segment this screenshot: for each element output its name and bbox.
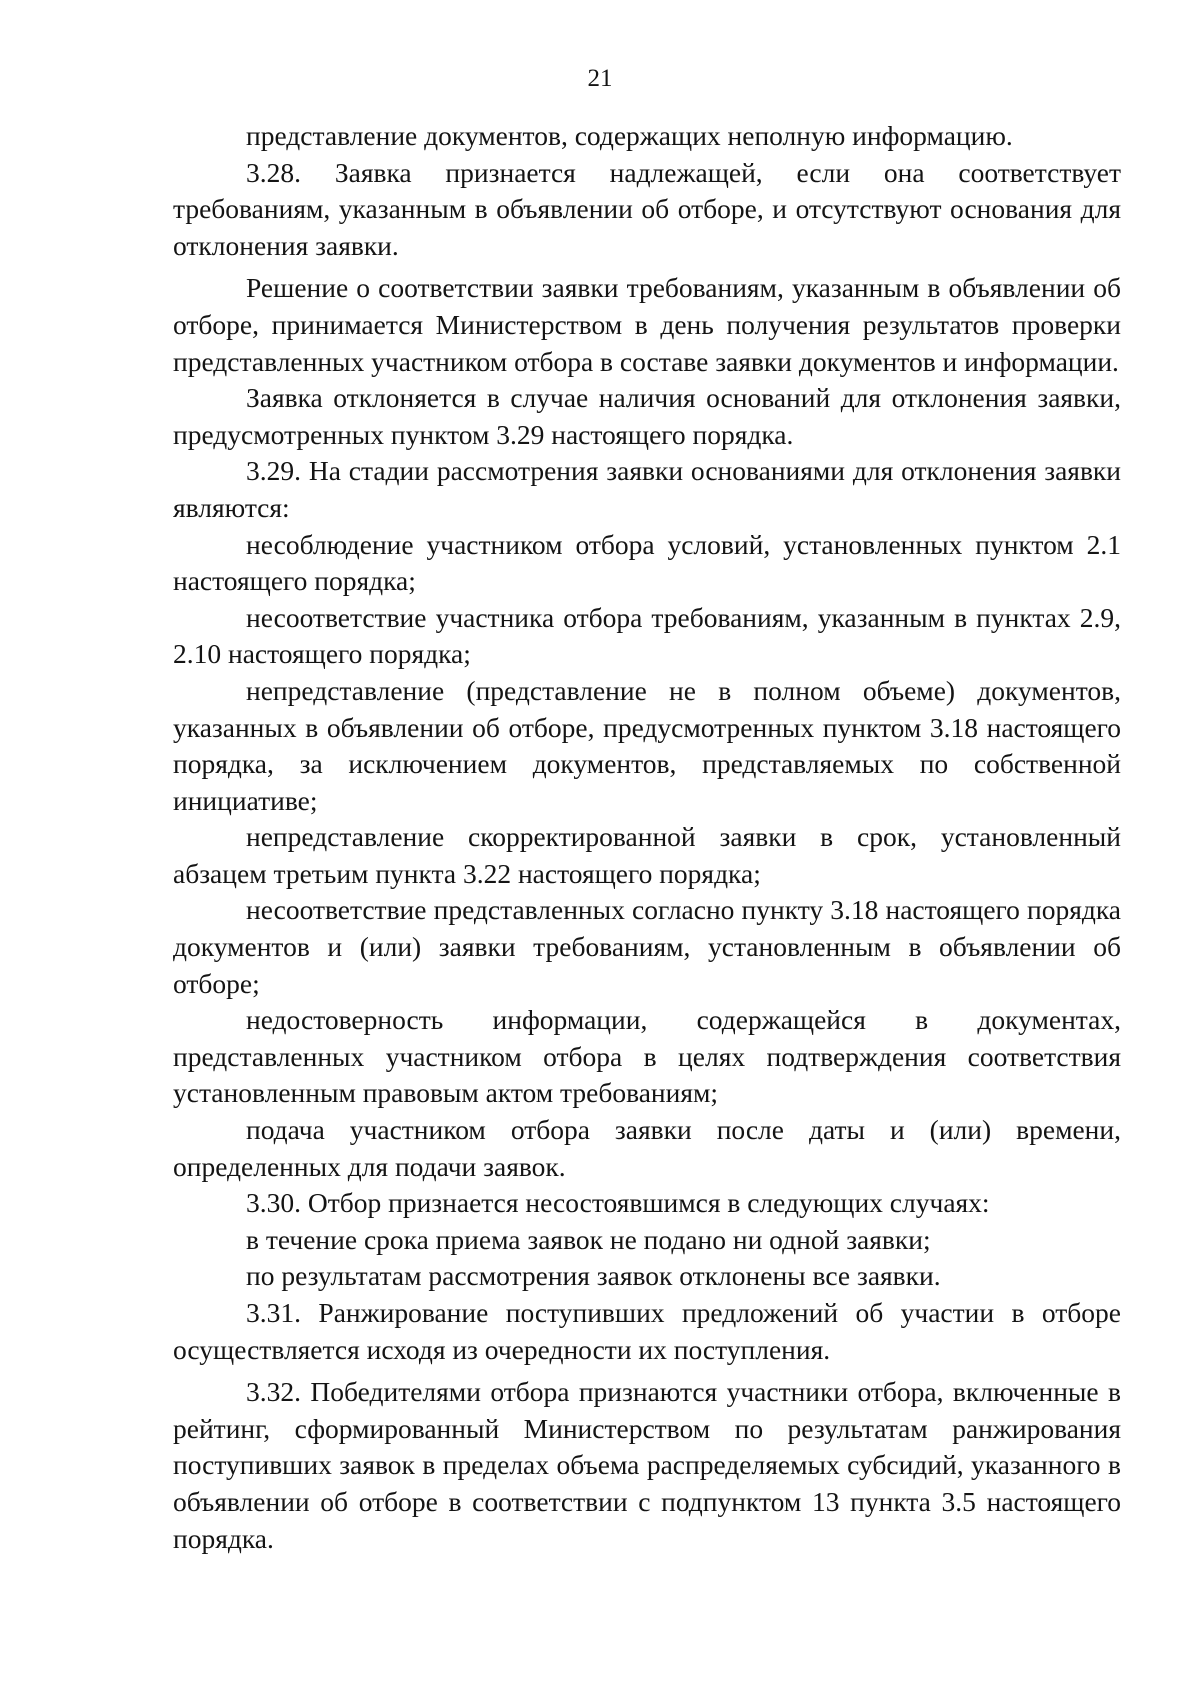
list-item-reason: несоответствие участника отбора требованиям, указанным в пунктах 2.9, 2.10 настоящего порядка; <box>173 601 1121 670</box>
list-item-reason: непредставление (представление не в полном объеме) документов, указанных в объявлении об отборе, предусмотренных пунктом 3.18 настоящего порядка, за исключением документов, представляемых по собственной инициативе; <box>173 674 1121 816</box>
paragraph-rejection: Заявка отклоняется в случае наличия оснований для отклонения заявки, предусмотренных пунктом 3.29 настоящего порядка. <box>173 382 1121 450</box>
paragraph-3-29: 3.29. На стадии рассмотрения заявки основаниями для отклонения заявки являются: <box>173 455 1121 523</box>
list-item-case: по результатам рассмотрения заявок отклонены все заявки. <box>246 1260 941 1292</box>
list-item-case: в течение срока приема заявок не подано ни одной заявки; <box>246 1223 931 1255</box>
paragraph-3-28: 3.28. Заявка признается надлежащей, если она соответствует требованиям, указанным в объявлении об отборе, и отсутствуют основания для отклонения заявки. <box>173 156 1121 261</box>
list-item-reason: непредставление скорректированной заявки в срок, установленный абзацем третьим пункта 3.22 настоящего порядка; <box>173 821 1121 889</box>
list-item-reason: подача участником отбора заявки после даты и (или) времени, определенных для подачи заявок. <box>173 1114 1121 1182</box>
paragraph-3-30: 3.30. Отбор признается несостоявшимся в следующих случаях: <box>246 1187 990 1219</box>
list-item-reason: несоответствие представленных согласно пункту 3.18 настоящего порядка документов и (или) заявки требованиям, установленным в объявлении об отборе; <box>173 894 1121 999</box>
paragraph-continuation: представление документов, содержащих неполную информацию. <box>246 120 1013 151</box>
list-item-reason: недостоверность информации, содержащейся в документах, представленных участником отбора в целях подтверждения соответствия установленным правовым актом требованиям; <box>173 1004 1121 1109</box>
paragraph-3-32: 3.32. Победителями отбора признаются участники отбора, включенные в рейтинг, сформированный Министерством по результатам ранжирования поступивших заявок в пределах объема распределяемых субсидий, указанного в объявлении об отборе в соответствии с подпунктом 13 пункта 3.5 настоящего порядка. <box>173 1376 1121 1554</box>
list-item-reason: несоблюдение участником отбора условий, установленных пунктом 2.1 настоящего порядка; <box>173 528 1121 597</box>
page-number: 21 <box>587 65 613 92</box>
document-body <box>173 118 1121 1557</box>
paragraph-decision: Решение о соответствии заявки требованиям, указанным в объявлении об отборе, принимается Министерством в день получения результатов проверки представленных участником отбора в составе заявки документов и информации. <box>173 272 1121 377</box>
paragraph-3-31: 3.31. Ранжирование поступивших предложений об участии в отборе осуществляется исходя из очередности их поступления. <box>173 1297 1121 1365</box>
